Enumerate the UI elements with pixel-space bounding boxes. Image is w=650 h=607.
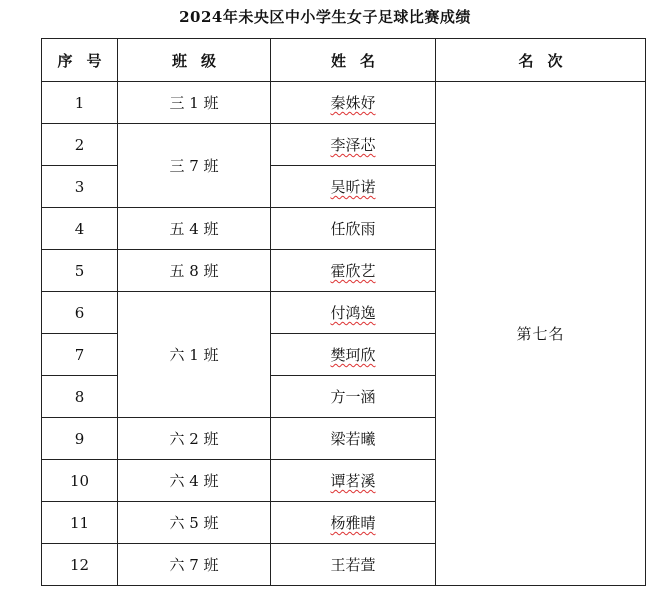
- class-cell: 六 4 班: [118, 460, 271, 502]
- seq-cell: 12: [42, 544, 118, 586]
- class-cell: 六 2 班: [118, 418, 271, 460]
- name-cell: [271, 250, 436, 292]
- student-name: 霍欣艺: [330, 262, 376, 280]
- header-seq: 序号: [42, 39, 118, 82]
- name-cell: [271, 544, 436, 586]
- name-cell: [271, 208, 436, 250]
- seq-cell: 9: [42, 418, 118, 460]
- name-cell: [271, 166, 436, 208]
- seq-cell: 7: [42, 334, 118, 376]
- seq-cell: 5: [42, 250, 118, 292]
- name-cell: [271, 502, 436, 544]
- class-cell: 三 7 班: [118, 124, 271, 208]
- table-row: [42, 82, 646, 124]
- student-name: 秦姝妤: [330, 94, 376, 112]
- results-table: [41, 38, 646, 586]
- student-name: 梁若曦: [330, 430, 376, 448]
- seq-cell: 3: [42, 166, 118, 208]
- student-name: 王若萱: [330, 556, 376, 574]
- name-cell: [271, 376, 436, 418]
- seq-cell: 11: [42, 502, 118, 544]
- page-title: 2024年未央区中小学生女子足球比赛成绩: [179, 8, 471, 26]
- name-cell: [271, 82, 436, 124]
- seq-cell: 8: [42, 376, 118, 418]
- rank-cell: 第七名: [436, 82, 646, 586]
- student-name: 谭茗溪: [330, 472, 376, 490]
- header-class: 班级: [118, 39, 271, 82]
- class-cell: 六 5 班: [118, 502, 271, 544]
- seq-cell: 6: [42, 292, 118, 334]
- student-name: 吴昕诺: [330, 178, 376, 196]
- name-cell: [271, 292, 436, 334]
- class-cell: 六 7 班: [118, 544, 271, 586]
- class-cell: 三 1 班: [118, 82, 271, 124]
- class-cell: 五 8 班: [118, 250, 271, 292]
- seq-cell: 1: [42, 82, 118, 124]
- name-cell: [271, 334, 436, 376]
- name-cell: [271, 418, 436, 460]
- table-header-row: [42, 39, 646, 82]
- student-name: 杨雅晴: [330, 514, 376, 532]
- student-name: 方一涵: [330, 388, 376, 406]
- name-cell: [271, 124, 436, 166]
- student-name: 李泽芯: [330, 136, 376, 154]
- header-rank: 名次: [436, 39, 646, 82]
- student-name: 付鸿逸: [330, 304, 376, 322]
- class-cell: 五 4 班: [118, 208, 271, 250]
- seq-cell: 4: [42, 208, 118, 250]
- seq-cell: 10: [42, 460, 118, 502]
- header-name: 姓名: [271, 39, 436, 82]
- name-cell: [271, 460, 436, 502]
- student-name: 樊珂欣: [330, 346, 376, 364]
- class-cell: 六 1 班: [118, 292, 271, 418]
- student-name: 任欣雨: [330, 220, 376, 238]
- seq-cell: 2: [42, 124, 118, 166]
